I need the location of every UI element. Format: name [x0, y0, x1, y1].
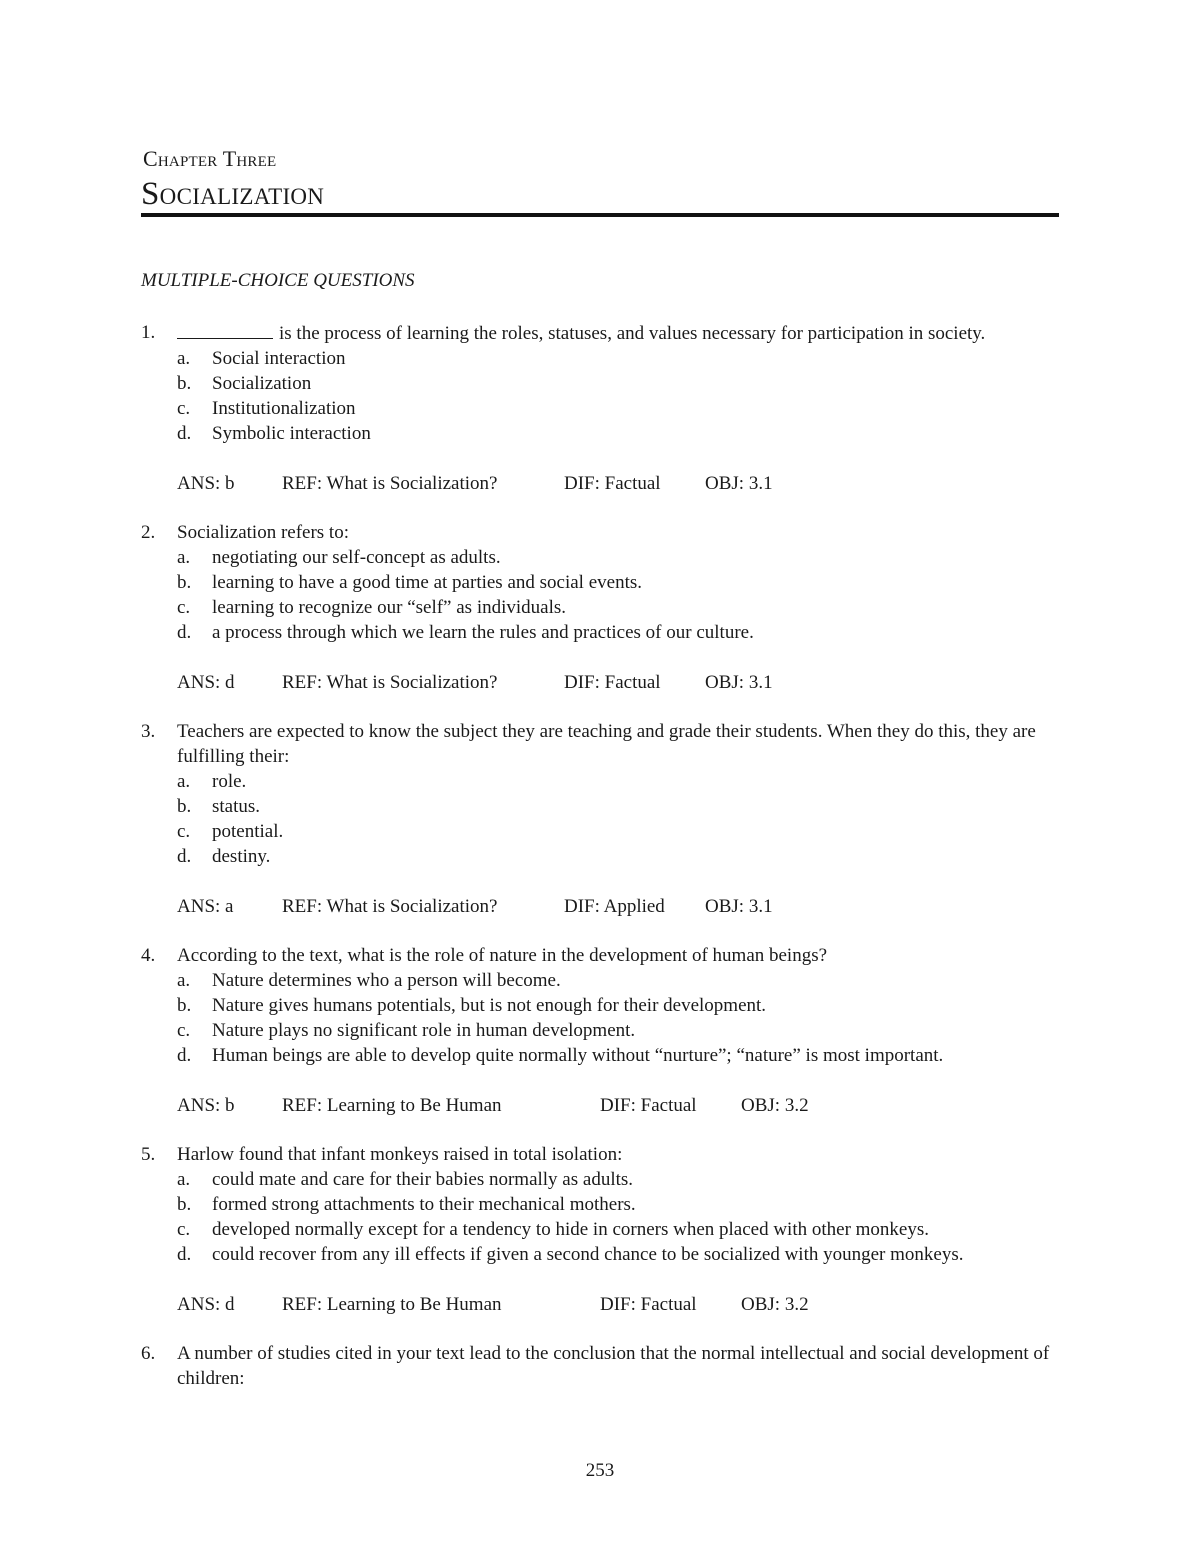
question-stem: [141, 320, 1061, 346]
answer-ans: ANS: d: [177, 1294, 235, 1315]
choice-letter: b.: [177, 796, 192, 817]
answer-key-line: [141, 670, 1061, 695]
question-item: [141, 520, 1061, 695]
chapter-label: Chapter Three: [143, 146, 277, 171]
question-stem: [141, 520, 1061, 545]
choice-item: [141, 844, 1061, 869]
choice-letter: b.: [177, 373, 192, 394]
choice-text: learning to recognize our “self” as individuals.: [212, 597, 567, 618]
choice-text: Symbolic interaction: [212, 423, 371, 444]
choice-text: developed normally except for a tendency to hide in corners when placed with other monkeys.: [212, 1219, 930, 1240]
question-list: [141, 320, 1061, 1415]
choice-item: [141, 993, 1061, 1018]
choice-text: Social interaction: [212, 348, 346, 369]
answer-key-line: [141, 894, 1061, 919]
fill-in-blank: [177, 320, 273, 339]
choice-list: [141, 769, 1061, 869]
choice-item: [141, 346, 1061, 371]
question-number: 5.: [141, 1144, 156, 1165]
answer-key-line: [141, 1093, 1061, 1118]
choice-list: [141, 545, 1061, 645]
section-heading: MULTIPLE-CHOICE QUESTIONS: [141, 270, 415, 291]
choice-text: potential.: [212, 821, 284, 842]
choice-letter: c.: [177, 821, 191, 842]
answer-ans: ANS: a: [177, 896, 234, 917]
question-number: 2.: [141, 522, 156, 543]
choice-item: [141, 1018, 1061, 1043]
question-number: 3.: [141, 721, 156, 742]
answer-ref: REF: What is Socialization?: [282, 896, 498, 917]
choice-list: [141, 968, 1061, 1068]
answer-key-line: [141, 1292, 1061, 1317]
question-item: [141, 719, 1061, 919]
choice-text: Nature determines who a person will become.: [212, 970, 561, 991]
choice-item: [141, 1043, 1061, 1068]
choice-letter: b.: [177, 572, 192, 593]
question-text: According to the text, what is the role of nature in the development of human beings?: [177, 945, 828, 966]
question-text: Teachers are expected to know the subject they are teaching and grade their students. When they do this, they are fulfilling their:: [177, 721, 1036, 767]
answer-obj: OBJ: 3.2: [741, 1294, 809, 1315]
question-number: 6.: [141, 1343, 156, 1364]
choice-letter: b.: [177, 1194, 192, 1215]
chapter-title: Socialization: [141, 176, 325, 212]
answer-ans: ANS: b: [177, 1095, 235, 1116]
choice-list: [141, 346, 1061, 446]
answer-dif: DIF: Factual: [600, 1095, 697, 1116]
title-rule: [141, 213, 1059, 217]
choice-letter: a.: [177, 1169, 191, 1190]
choice-letter: a.: [177, 547, 191, 568]
choice-letter: d.: [177, 1244, 192, 1265]
choice-letter: a.: [177, 771, 191, 792]
question-item: [141, 1341, 1061, 1391]
choice-text: Socialization: [212, 373, 312, 394]
choice-text: negotiating our self-concept as adults.: [212, 547, 501, 568]
question-stem: [141, 1341, 1061, 1391]
answer-obj: OBJ: 3.2: [741, 1095, 809, 1116]
answer-dif: DIF: Factual: [564, 672, 661, 693]
page-number: 253: [585, 1460, 615, 1481]
choice-item: [141, 794, 1061, 819]
choice-item: [141, 620, 1061, 645]
answer-ref: REF: Learning to Be Human: [282, 1294, 502, 1315]
choice-item: [141, 1217, 1061, 1242]
answer-ref: REF: What is Socialization?: [282, 672, 498, 693]
question-text: A number of studies cited in your text lead to the conclusion that the normal intellectual and social development of children:: [177, 1343, 1050, 1389]
choice-letter: d.: [177, 622, 192, 643]
choice-letter: d.: [177, 1045, 192, 1066]
question-item: [141, 1142, 1061, 1317]
choice-letter: c.: [177, 1020, 191, 1041]
choice-letter: c.: [177, 398, 191, 419]
choice-text: a process through which we learn the rules and practices of our culture.: [212, 622, 754, 643]
choice-item: [141, 371, 1061, 396]
answer-obj: OBJ: 3.1: [705, 672, 773, 693]
choice-letter: d.: [177, 423, 192, 444]
answer-key-line: [141, 471, 1061, 496]
choice-letter: a.: [177, 970, 191, 991]
answer-dif: DIF: Factual: [564, 473, 661, 494]
answer-ref: REF: Learning to Be Human: [282, 1095, 502, 1116]
choice-text: destiny.: [212, 846, 271, 867]
choice-text: could mate and care for their babies normally as adults.: [212, 1169, 634, 1190]
question-stem: [141, 943, 1061, 968]
answer-dif: DIF: Factual: [600, 1294, 697, 1315]
answer-obj: OBJ: 3.1: [705, 896, 773, 917]
choice-text: formed strong attachments to their mechanical mothers.: [212, 1194, 636, 1215]
choice-letter: d.: [177, 846, 192, 867]
choice-item: [141, 1192, 1061, 1217]
choice-list: [141, 1167, 1061, 1267]
answer-ans: ANS: d: [177, 672, 235, 693]
question-stem: [141, 719, 1061, 769]
choice-text: could recover from any ill effects if given a second chance to be socialized with younger monkeys.: [212, 1244, 964, 1265]
choice-text: Human beings are able to develop quite normally without “nurture”; “nature” is most important.: [212, 1045, 944, 1066]
choice-item: [141, 570, 1061, 595]
question-item: [141, 320, 1061, 496]
choice-item: [141, 421, 1061, 446]
choice-item: [141, 968, 1061, 993]
question-number: 1.: [141, 322, 156, 343]
question-stem: [141, 1142, 1061, 1167]
choice-text: Nature plays no significant role in human development.: [212, 1020, 636, 1041]
choice-item: [141, 769, 1061, 794]
choice-letter: b.: [177, 995, 192, 1016]
question-number: 4.: [141, 945, 156, 966]
choice-letter: a.: [177, 348, 191, 369]
question-text: is the process of learning the roles, statuses, and values necessary for participation in society.: [279, 323, 986, 344]
choice-letter: c.: [177, 597, 191, 618]
choice-item: [141, 1167, 1061, 1192]
choice-text: Nature gives humans potentials, but is not enough for their development.: [212, 995, 767, 1016]
choice-letter: c.: [177, 1219, 191, 1240]
choice-text: role.: [212, 771, 247, 792]
choice-item: [141, 545, 1061, 570]
question-text: Harlow found that infant monkeys raised in total isolation:: [177, 1144, 623, 1165]
choice-item: [141, 1242, 1061, 1267]
answer-ans: ANS: b: [177, 473, 235, 494]
choice-item: [141, 396, 1061, 421]
question-text: Socialization refers to:: [177, 522, 349, 543]
answer-dif: DIF: Applied: [564, 896, 665, 917]
choice-item: [141, 819, 1061, 844]
answer-ref: REF: What is Socialization?: [282, 473, 498, 494]
answer-obj: OBJ: 3.1: [705, 473, 773, 494]
choice-text: status.: [212, 796, 261, 817]
choice-text: Institutionalization: [212, 398, 356, 419]
choice-text: learning to have a good time at parties and social events.: [212, 572, 642, 593]
question-item: [141, 943, 1061, 1118]
choice-item: [141, 595, 1061, 620]
